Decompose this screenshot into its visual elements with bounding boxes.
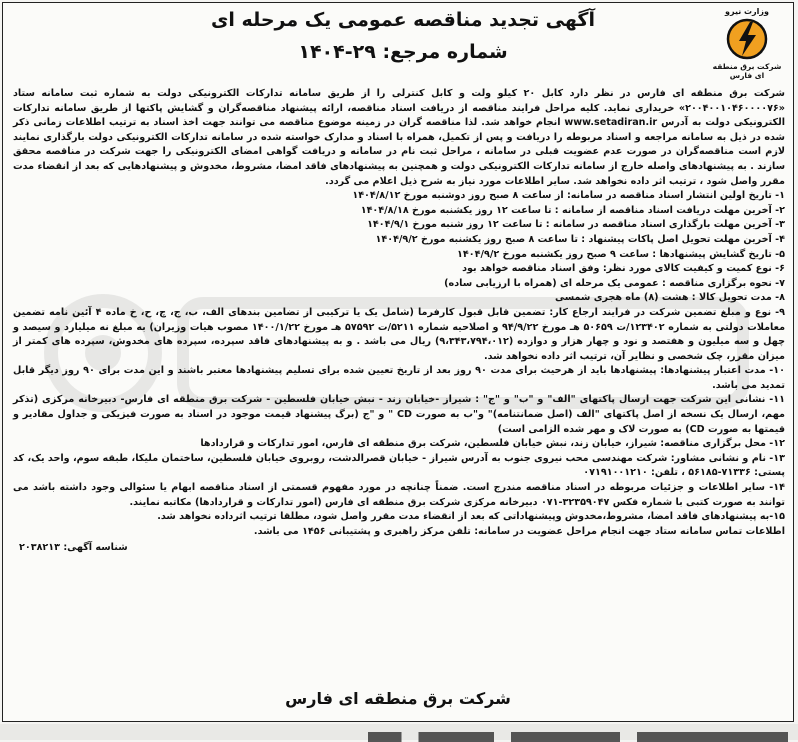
intro-paragraph: شرکت برق منطقه ای فارس در نظر دارد کابل ۲۰ کیلو ولت و کابل کنترلی را از طریق سامانه تدارکات الکترونیکی دولت به شماره ثبت سامانه ستاد «۲۰۰۴۰۰۱۰۴۶۰۰۰۰۷۶» خریداری نماید. کلیه مراحل فرایند مناقصه از دریافت اسناد مناقصه، ارائه پیشنهاد مناقصه‌گران و گشایش پاکتها از طریق سامانه تدارکات الکترونیکی دولت به آدرس www.setadiran.ir انجام خواهد شد. لذا مناقصه گران در زمینه موضوع مناقصه می توانند جهت اخذ اسناد به ترتیب اطلاعات زمانی ذکر شده در ذیل به سامانه مراجعه و اسناد مربوطه را دریافت و پس از تکمیل، همراه با اسناد و مدارک خواسته شده در سامانه تدارکات الکترونیکی دولت بارگذاری نمایند لازم است مناقصه‌گران در صورت عدم عضویت قبلی در سامانه ، مراحل ثبت نام در سامانه و دریافت گواهی امضای الکترونیکی را جهت شرکت در مناقصه محقق سازند . به پیشنهادهای واصله خارج از سامانه تدارکات الکترونیکی دولت و همچنین به پیشنهادهای فاقد امضا، مشروط، مخدوش و پیشنهادهایی که بعد از انقضاء مدت مقرر واصل شود ، ترتیب اثر داده نخواهد شد. سایر اطلاعات مورد نیاز به شرح ذیل اعلام می گردد. <box>13 88 785 187</box>
reference-number: شماره مرجع: ۲۹-۱۴۰۴ <box>298 41 508 63</box>
list-item: ۱۴- سایر اطلاعات و جزئیات مربوطه در اسناد مناقصه مندرج است. ضمناً چنانچه در مورد مفهوم قسمتی از اسناد مناقصه ابهام یا سئوالی وجود داشته باشد می توانند به صورت کتبی با شماره فکس ۳۲۳۵۹۰۴۷-۰۷۱ دبیرخانه مرکزی شرکت برق منطقه ای فارس (امور تدارکات و قراردادها) مکاتبه نمایند. <box>13 482 785 508</box>
ad-id-row <box>13 541 785 557</box>
footer-company-name: شرکت برق منطقه ای فارس <box>285 689 511 708</box>
list-item: ۱- تاریخ اولین انتشار اسناد مناقصه در سامانه: از ساعت ۸ صبح روز دوشنبه مورخ ۱۴۰۴/۸/۱۲ <box>352 190 785 202</box>
list-item: ۱۳- نام و نشانی مشاور: شرکت مهندسی محب نیروی جنوب به آدرس شیراز - خیابان قصرالدشت، روبروی خیابان فلسطین، ساختمان ملیکا، طبقه سوم، واحد یک، کد پستی: ۷۱۳۳۶-۵۶۱۸۵ ، تلفن: ۰۷۱۹۱۰۰۱۲۱۰ <box>13 452 785 479</box>
list-item: ۲- آخرین مهلت دریافت اسناد مناقصه از سامانه : تا ساعت ۱۲ روز یکشنبه مورخ ۱۴۰۴/۸/۱۸ <box>360 204 785 216</box>
notice-header <box>3 3 793 81</box>
list-item: ۷- نحوه برگزاری مناقصه : عمومی یک مرحله ای (همراه با ارزیابی ساده) <box>444 277 785 289</box>
list-item: ۱۲- محل برگزاری مناقصه: شیراز، خیابان زند، نبش خیابان فلسطین، شرکت برق منطقه ای فارس، امور تدارکات و قراردادها <box>200 438 785 450</box>
company-logo <box>707 7 787 79</box>
tender-notice <box>2 2 794 722</box>
notice-title: آگهی تجدید مناقصه عمومی یک مرحله ای <box>211 9 595 31</box>
list-item: ۹- نوع و مبلغ تضمین شرکت در فرایند ارجاع کار: تضمین قابل قبول کارفرما (شامل یک یا ترکیبی از تضامین بندهای الف، ب، ج، چ، ح، خ ماده ۴ آئین نامه تضمین معاملات دولتی به شماره ۱۲۳۴۰۲/ت ۵۰۶۵۹ هـ مورخ ۹۴/۹/۲۲ و اصلاحیه شماره ۵۲۱۱/ت ۵۷۵۹۲ هـ مورخ ۱۴۰۰/۱/۲۲ مصوب هیات وزیران) به مبلغ نه میلیارد و سیصد و چهل و سه میلیون و هفتصد و نود و چهار هزار و دوازده (۹،۳۴۳،۷۹۴،۰۱۲) ریال می باشد . و به پیشنهادهای فاقد سپرده، سپرده های مخدوش، سپرده های کمتر از میزان مقرر، چک شخصی و نظایر آن، ترتیب اثر داده نخواهد شد. <box>13 306 786 362</box>
contact-info: اطلاعات تماس سامانه ستاد جهت انجام مراحل عضویت در سامانه: تلفن مرکز راهبری و پشتیبانی ۱۴۵۶ می باشد. <box>253 525 785 537</box>
list-item: ۵- تاریخ گشایش پیشنهادها : ساعت ۹ صبح روز یکشنبه مورخ ۱۴۰۴/۹/۲ <box>457 248 785 260</box>
list-item: ۸- مدت تحویل کالا : هشت (۸) ماه هجری شمسی <box>555 292 785 304</box>
list-item: ۱۵-به پیشنهادهای فاقد امضا، مشروط،مخدوش وپیشنهاداتی که بعد از انقضاء مدت مقرر واصل شود، مطلقا ترتیب اثرداده نخواهد شد. <box>157 511 785 523</box>
notice-body <box>13 87 785 557</box>
list-item: ۱۰- مدت اعتبار پیشنهادها: پیشنهادها باید از هرحیث برای مدت ۹۰ روز بعد از تاریخ تعیین شده برای تسلیم پیشنهادها معتبر باشند و این مدت برای ۹۰ روز دیگر قابل تمدید می باشد. <box>13 365 785 391</box>
list-item: ۴- آخرین مهلت تحویل اصل پاکات پیشنهاد : تا ساعت ۸ صبح روز یکشنبه مورخ ۱۴۰۴/۹/۲ <box>375 233 785 245</box>
list-item: ۳- آخرین مهلت بارگذاری اسناد مناقصه در سامانه : تا ساعت ۱۲ روز شنبه مورخ ۱۴۰۴/۹/۱ <box>367 219 785 231</box>
ministry-label: وزارت نیرو <box>725 7 769 16</box>
next-ad-strip <box>0 724 798 740</box>
company-label: شرکت برق منطقه ای فارس <box>712 62 782 80</box>
electricity-logo-icon <box>725 17 769 61</box>
list-item: ۱۱- نشانی این شرکت جهت ارسال پاکتهای "الف" و "ب" و "ج" : شیراز -خیابان زند - نبش خیابان فلسطین - شرکت برق منطقه ای فارس- دبیرخانه مرکزی (تذکر مهم، ارسال یک نسخه از اصل پاکتهای "الف (اصل ضمانتنامه)" و"ب به صورت CD " و "ج (برگ پیشنهاد قیمت موجود در اسناد به صورت فیزیکی و جداول مقادیر و قیمتها به صورت CD) به صورت لاک و مهر شده الزامی است) <box>13 394 785 435</box>
list-item: ۶- نوع کمیت و کیفیت کالای مورد نظر: وفق اسناد مناقصه خواهد بود <box>462 263 785 275</box>
ad-id: شناسه آگهی: ۲۰۳۸۲۱۳ <box>19 542 128 554</box>
